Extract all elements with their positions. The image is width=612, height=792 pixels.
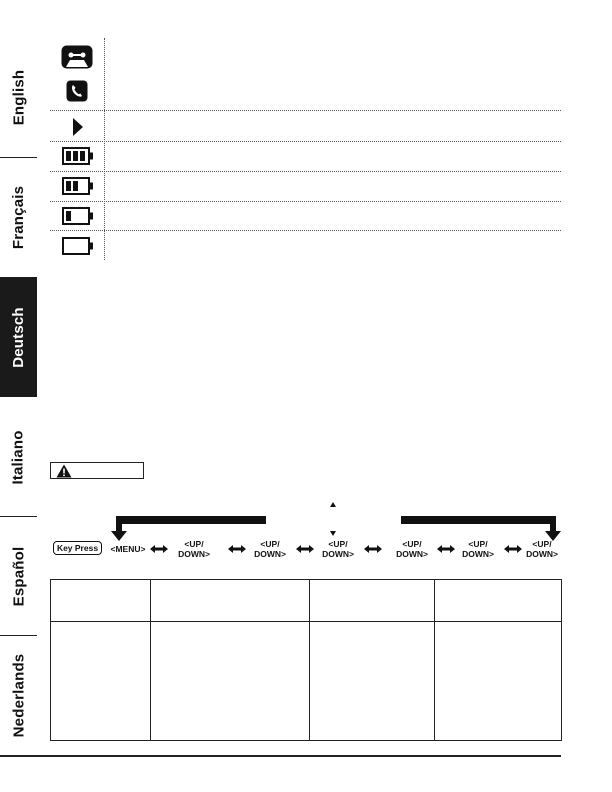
- legend-row-divider: [50, 110, 561, 111]
- lang-tab-label: Español: [10, 546, 27, 606]
- key-press-label: Key Press: [53, 541, 102, 555]
- arrow-down-icon: [111, 516, 127, 542]
- double-arrow-icon: [228, 544, 246, 554]
- legend-column-divider: [104, 38, 105, 260]
- lang-tab-deutsch[interactable]: [0, 277, 37, 397]
- lang-tab-label: Italiano: [10, 429, 28, 485]
- legend-row-divider: [50, 230, 561, 231]
- double-arrow-icon: [364, 544, 382, 554]
- battery-one-third-icon: [62, 207, 94, 225]
- flow-loop-bar-left: [117, 516, 266, 524]
- lang-tab-nederlands[interactable]: [0, 636, 37, 754]
- battery-empty-icon: [62, 237, 94, 255]
- legend-row-divider: [50, 141, 561, 142]
- double-arrow-icon: [437, 544, 455, 554]
- phone-icon: [66, 80, 88, 102]
- table-row-divider: [51, 621, 561, 622]
- up-down-indicator-icon: [329, 502, 337, 536]
- table-column-divider: [150, 580, 151, 740]
- play-icon: [72, 117, 84, 137]
- table-column-divider: [309, 580, 310, 740]
- warning-icon: [56, 464, 72, 478]
- flow-step-up-down: <UP/ DOWN>: [462, 539, 494, 559]
- legend-row-divider: [50, 171, 561, 172]
- flow-step-up-down: <UP/ DOWN>: [178, 539, 210, 559]
- flow-loop-bar-right: [401, 516, 555, 524]
- flow-step-up-down: <UP/ DOWN>: [322, 539, 354, 559]
- legend-row-divider: [50, 201, 561, 202]
- lang-tab-label: English: [10, 69, 28, 125]
- lang-tab-label: Deutsch: [10, 306, 27, 368]
- lang-tab-francais[interactable]: [0, 158, 37, 276]
- lang-tab-english[interactable]: [0, 38, 37, 156]
- lang-tab-label: Français: [10, 185, 27, 249]
- lang-tab-label: Nederlands: [10, 653, 28, 737]
- table-column-divider: [434, 580, 435, 740]
- tape-icon: [61, 45, 93, 69]
- warning-box: [50, 462, 144, 479]
- flow-step-up-down: <UP/ DOWN>: [526, 539, 558, 559]
- double-arrow-icon: [296, 544, 314, 554]
- flow-step-menu: <MENU>: [110, 544, 146, 554]
- battery-two-thirds-icon: [62, 177, 94, 195]
- settings-table: [50, 579, 562, 741]
- lang-tab-espanol[interactable]: [0, 517, 37, 635]
- flow-step-up-down: <UP/ DOWN>: [396, 539, 428, 559]
- battery-full-icon: [62, 147, 94, 165]
- flow-step-up-down: <UP/ DOWN>: [254, 539, 286, 559]
- page-bottom-rule: [0, 755, 561, 757]
- double-arrow-icon: [150, 544, 168, 554]
- lang-tab-italiano[interactable]: [0, 398, 37, 516]
